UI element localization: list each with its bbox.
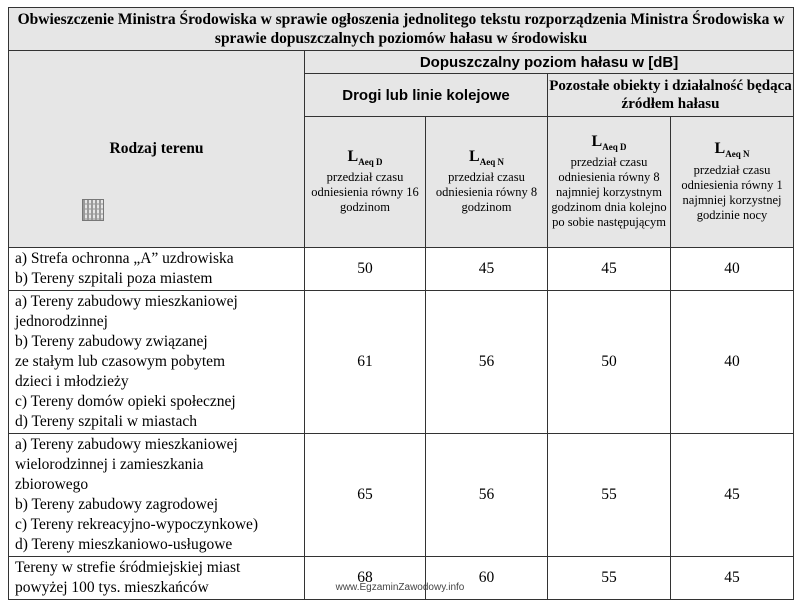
table-title: Obwieszczenie Ministra Środowiska w sprawie ogłoszenia jednolitego tekstu rozporządzenia Ministra Środowiska w sprawie dopuszczalnych poziomów hałasu w środowisku [9, 8, 794, 51]
table-row [9, 248, 794, 291]
col-1-desc: przedział czasu odniesienia równy 16 godzinom [311, 170, 419, 215]
value-cell: 68 [305, 557, 426, 600]
value-cell: 50 [305, 248, 426, 291]
value-cell: 56 [426, 434, 548, 557]
header-dopuszczalny: Dopuszczalny poziom hałasu w [dB] [305, 51, 794, 74]
value-cell: 45 [426, 248, 548, 291]
value-cell: 55 [548, 557, 671, 600]
terrain-cell: a) Tereny zabudowy mieszkaniowej jednorodzinnej b) Tereny zabudowy związanej ze stałym lub czasowym pobytem dzieci i młodzieży c) Tereny domów opieki społecznej d) Tereny szpitali w miastach [9, 291, 305, 434]
value-cell: 60 [426, 557, 548, 600]
noise-limits-table [8, 7, 794, 600]
qr-code-icon [82, 199, 104, 221]
value-cell: 45 [671, 557, 794, 600]
laeq-symbol: $L_{Aeq D}$ [591, 132, 627, 153]
footer-watermark[interactable]: www.EgzaminZawodowy.info [335, 582, 465, 593]
col-4-desc: przedział czasu odniesienia równy 1 najmniej korzystnej godzinie nocy [681, 162, 783, 222]
header-col-4 [671, 117, 794, 248]
header-col-1 [305, 117, 426, 248]
value-cell: 45 [671, 434, 794, 557]
col-3-desc: przedział czasu odniesienia równy 8 najmniej korzystnym godzinom dnia kolejno po sobie następującym [551, 155, 667, 230]
header-col-3 [548, 117, 671, 248]
value-cell: 61 [305, 291, 426, 434]
rodzaj-terenu-label: Rodzaj terenu [109, 140, 204, 157]
value-cell: 55 [548, 434, 671, 557]
value-cell: 56 [426, 291, 548, 434]
value-cell: 45 [548, 248, 671, 291]
header-rodzaj-terenu [9, 51, 305, 248]
col-2-desc: przedział czasu odniesienia równy 8 godzinom [435, 170, 538, 215]
header-drogi: Drogi lub linie kolejowe [305, 74, 548, 117]
table-row [9, 557, 794, 600]
table-row [9, 291, 794, 434]
value-cell: 50 [548, 291, 671, 434]
value-cell: 40 [671, 248, 794, 291]
terrain-cell: Tereny w strefie śródmiejskiej miast powyżej 100 tys. mieszkańców [9, 557, 305, 600]
terrain-cell: a) Strefa ochronna „A” uzdrowiska b) Tereny szpitali poza miastem [9, 248, 305, 291]
terrain-cell: a) Tereny zabudowy mieszkaniowej wielorodzinnej i zamieszkania zbiorowego b) Tereny zabudowy zagrodowej c) Tereny rekreacyjno-wypoczynkowe) d) Tereny mieszkaniowo-usługowe [9, 434, 305, 557]
header-pozostale: Pozostałe obiekty i działalność będąca źródłem hałasu [548, 74, 794, 117]
laeq-symbol: $L_{Aeq N}$ [714, 140, 750, 160]
value-cell: 40 [671, 291, 794, 434]
value-cell: 65 [305, 434, 426, 557]
laeq-symbol: $L_{Aeq N}$ [469, 147, 504, 168]
table-row [9, 434, 794, 557]
header-col-2 [426, 117, 548, 248]
laeq-symbol: $L_{Aeq D}$ [347, 147, 383, 168]
